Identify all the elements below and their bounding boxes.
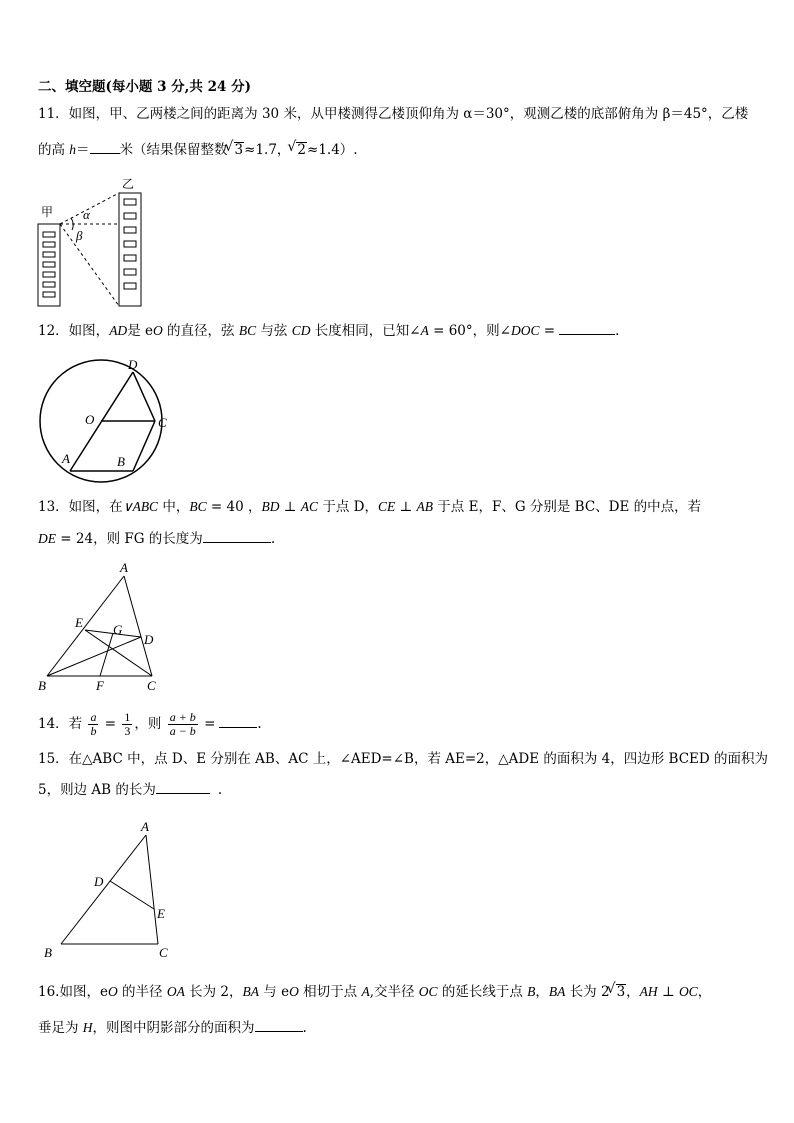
q13-line2 xyxy=(38,530,275,548)
q12-t5: = 60°，则∠ xyxy=(428,323,511,339)
label-B: B xyxy=(44,945,52,960)
q14-f3-den: a − b xyxy=(169,724,196,738)
q12-end: . xyxy=(615,323,620,339)
building-jia-windows xyxy=(43,232,55,297)
label-A: A xyxy=(120,560,128,575)
label-G: G xyxy=(113,622,123,637)
q14-prefix: 14．若 xyxy=(38,716,87,732)
q14-answer-blank[interactable] xyxy=(219,715,257,728)
q11-figure xyxy=(35,175,155,310)
q16-BA2: BA xyxy=(548,984,566,999)
q14-frac-1-3 xyxy=(122,711,132,738)
q14-f3-num: a + b xyxy=(169,710,196,724)
q12-line xyxy=(38,322,619,340)
q14-end: . xyxy=(257,716,262,732)
label-E: E xyxy=(157,906,165,921)
q11-h: h xyxy=(69,142,77,157)
label-B: B xyxy=(117,454,125,469)
segment-fg xyxy=(100,633,113,676)
q16-O2: O xyxy=(289,984,299,999)
q13-AC: AC xyxy=(300,499,319,514)
q15-line1: 15．在△ABC 中，点 D、E 分别在 AB、AC 上，∠AED=∠B，若 AE=2，△ADE 的面积为 4，四边形 BCED 的面积为 xyxy=(38,751,769,767)
q11-approx3: ≈1.7， xyxy=(244,142,291,158)
q16-text2: ，则图中阴影部分的面积为 xyxy=(92,1020,255,1036)
chord-dc xyxy=(133,372,155,421)
q11-sqrt2: √ 2 xyxy=(296,142,307,157)
q14-eq1: = xyxy=(100,716,121,732)
q16-H: H xyxy=(82,1020,93,1035)
q15-end: . xyxy=(217,782,223,798)
q16-circle: e xyxy=(99,984,108,1000)
q14-eq2: = xyxy=(199,716,216,732)
q13-CE: CE xyxy=(377,499,396,514)
q14-t1: ，则 xyxy=(134,716,166,732)
q16-t2: 长为 2， xyxy=(184,984,243,1000)
q16-prefix: 16.如图， xyxy=(38,984,100,1000)
q13-t1: 中， xyxy=(158,499,190,515)
q15-figure xyxy=(40,815,185,960)
label-O: O xyxy=(85,412,95,427)
building-yi-windows xyxy=(124,199,136,289)
q12-t3: 与弦 xyxy=(256,323,292,339)
q14-line xyxy=(38,711,262,738)
side-ac xyxy=(124,576,152,676)
q12-AD: AD xyxy=(109,323,128,338)
q16-line2 xyxy=(38,1019,307,1037)
q16-sqrt3: √ 3 xyxy=(616,984,627,999)
q13-BD: BD xyxy=(261,499,280,514)
q12-A: A xyxy=(420,323,429,338)
q12-t1: 是 xyxy=(127,323,145,339)
segment-de xyxy=(110,881,154,909)
q11-text: 的高 xyxy=(38,142,70,158)
q16-t4: 相切于点 xyxy=(298,984,362,1000)
q14-frac-expr xyxy=(168,711,198,738)
q14-f2-den: 3 xyxy=(124,724,131,738)
q16-t8: 长为 2 xyxy=(565,984,610,1000)
q13-DE: DE xyxy=(38,531,56,546)
q16-t10: ， xyxy=(697,984,712,1000)
q16-circle2: e xyxy=(281,984,290,1000)
label-D: D xyxy=(94,874,104,889)
label-D: D xyxy=(128,357,138,372)
label-C: C xyxy=(159,945,168,960)
q16-BA: BA xyxy=(242,984,259,999)
q12-t6: = xyxy=(539,323,556,339)
label-D: D xyxy=(144,632,154,647)
q11-eq: ＝ xyxy=(76,142,90,158)
q12-prefix: 12．如图， xyxy=(38,323,110,339)
q13-figure xyxy=(35,560,175,695)
q13-prefix: 13．如图，在 xyxy=(38,499,123,515)
q16-t9: ， xyxy=(626,984,640,1000)
label-A: A xyxy=(62,451,70,466)
q16-t7: ， xyxy=(535,984,549,1000)
q13-answer-blank[interactable] xyxy=(203,530,271,543)
q11-note: 米（结果保留整数 xyxy=(119,142,228,158)
q12-CD: CD xyxy=(291,323,311,338)
q16-text: 垂足为 xyxy=(38,1020,83,1036)
q16-OC2: OC xyxy=(678,984,698,999)
building-jia xyxy=(38,224,60,306)
q16-O1: O xyxy=(107,984,118,999)
label-jia: 甲 xyxy=(41,205,54,219)
depression-line xyxy=(60,224,119,306)
label-E: E xyxy=(75,615,83,630)
q13-perp1: ⊥ xyxy=(279,499,301,515)
label-B: B xyxy=(38,678,46,693)
q13-t3: 于点 D， xyxy=(318,499,378,515)
label-beta: β xyxy=(76,228,83,243)
label-C: C xyxy=(147,678,156,693)
q11-sqrt3: √ 3 xyxy=(234,142,245,157)
q11-line2 xyxy=(38,141,358,159)
q13-end: . xyxy=(270,531,276,547)
q16-B: B xyxy=(527,984,536,999)
q13-t4: 于点 E，F、G 分别是 BC、DE 的中点，若 xyxy=(433,499,702,515)
q15-answer-blank[interactable] xyxy=(156,781,210,794)
segment-bd xyxy=(47,637,141,676)
q13-line1 xyxy=(38,498,701,516)
q16-OA: OA xyxy=(166,984,185,999)
q14-f1-den: b xyxy=(90,724,97,738)
q12-figure xyxy=(38,355,178,483)
q16-end: . xyxy=(302,1020,307,1036)
q12-BC: BC xyxy=(238,323,257,338)
side-ac xyxy=(146,835,158,944)
label-C: C xyxy=(158,415,167,430)
q16-perp: ⊥ xyxy=(657,984,679,1000)
q13-t2: = 40 ， xyxy=(206,499,262,515)
q12-circle: e xyxy=(144,323,153,339)
q16-t6: 的延长线于点 xyxy=(437,984,528,1000)
q13-perp2: ⊥ xyxy=(395,499,417,515)
q12-t2: 的直径，弦 xyxy=(162,323,239,339)
q14-f1-num: a xyxy=(90,710,97,724)
q14-f2-num: 1 xyxy=(124,710,131,724)
q11-answer-blank[interactable] xyxy=(90,141,120,154)
label-A: A xyxy=(141,819,149,834)
q13-t5: = 24，则 FG 的长度为 xyxy=(56,531,203,547)
label-F: F xyxy=(96,678,104,693)
q11-line1: 11．如图，甲、乙两楼之间的距离为 30 米，从甲楼测得乙楼顶仰角为 α＝30°，观测乙楼的底部俯角为 β＝45°，乙楼 xyxy=(38,106,749,122)
q16-t5: ,交半径 xyxy=(369,984,419,1000)
q12-O: O xyxy=(152,323,163,338)
q16-OC: OC xyxy=(418,984,438,999)
section-title: 二、填空题(每小题 3 分,共 24 分) xyxy=(38,79,251,95)
side-ab xyxy=(61,835,146,944)
q16-t1: 的半径 xyxy=(117,984,167,1000)
q12-t4: 长度相同，已知∠ xyxy=(310,323,421,339)
q15-line2 xyxy=(38,781,222,799)
q13-AB: AB xyxy=(416,499,434,514)
q16-line1 xyxy=(38,983,711,1001)
q16-AH: AH xyxy=(639,984,658,999)
q13-BC: BC xyxy=(189,499,207,514)
q16-A: A xyxy=(361,984,370,999)
q16-t3: 与 xyxy=(259,984,282,1000)
q11-approx2: ≈1.4）. xyxy=(307,142,358,158)
q12-answer-blank[interactable] xyxy=(559,322,615,335)
label-yi: 乙 xyxy=(122,177,135,191)
q16-answer-blank[interactable] xyxy=(255,1019,303,1032)
label-alpha: α xyxy=(83,207,90,222)
q12-DOC: DOC xyxy=(510,323,540,338)
q13-tri: ∨ABC xyxy=(122,499,159,514)
q14-frac-a-b xyxy=(88,711,98,738)
q15-text: 5，则边 AB 的长为 xyxy=(38,782,156,798)
